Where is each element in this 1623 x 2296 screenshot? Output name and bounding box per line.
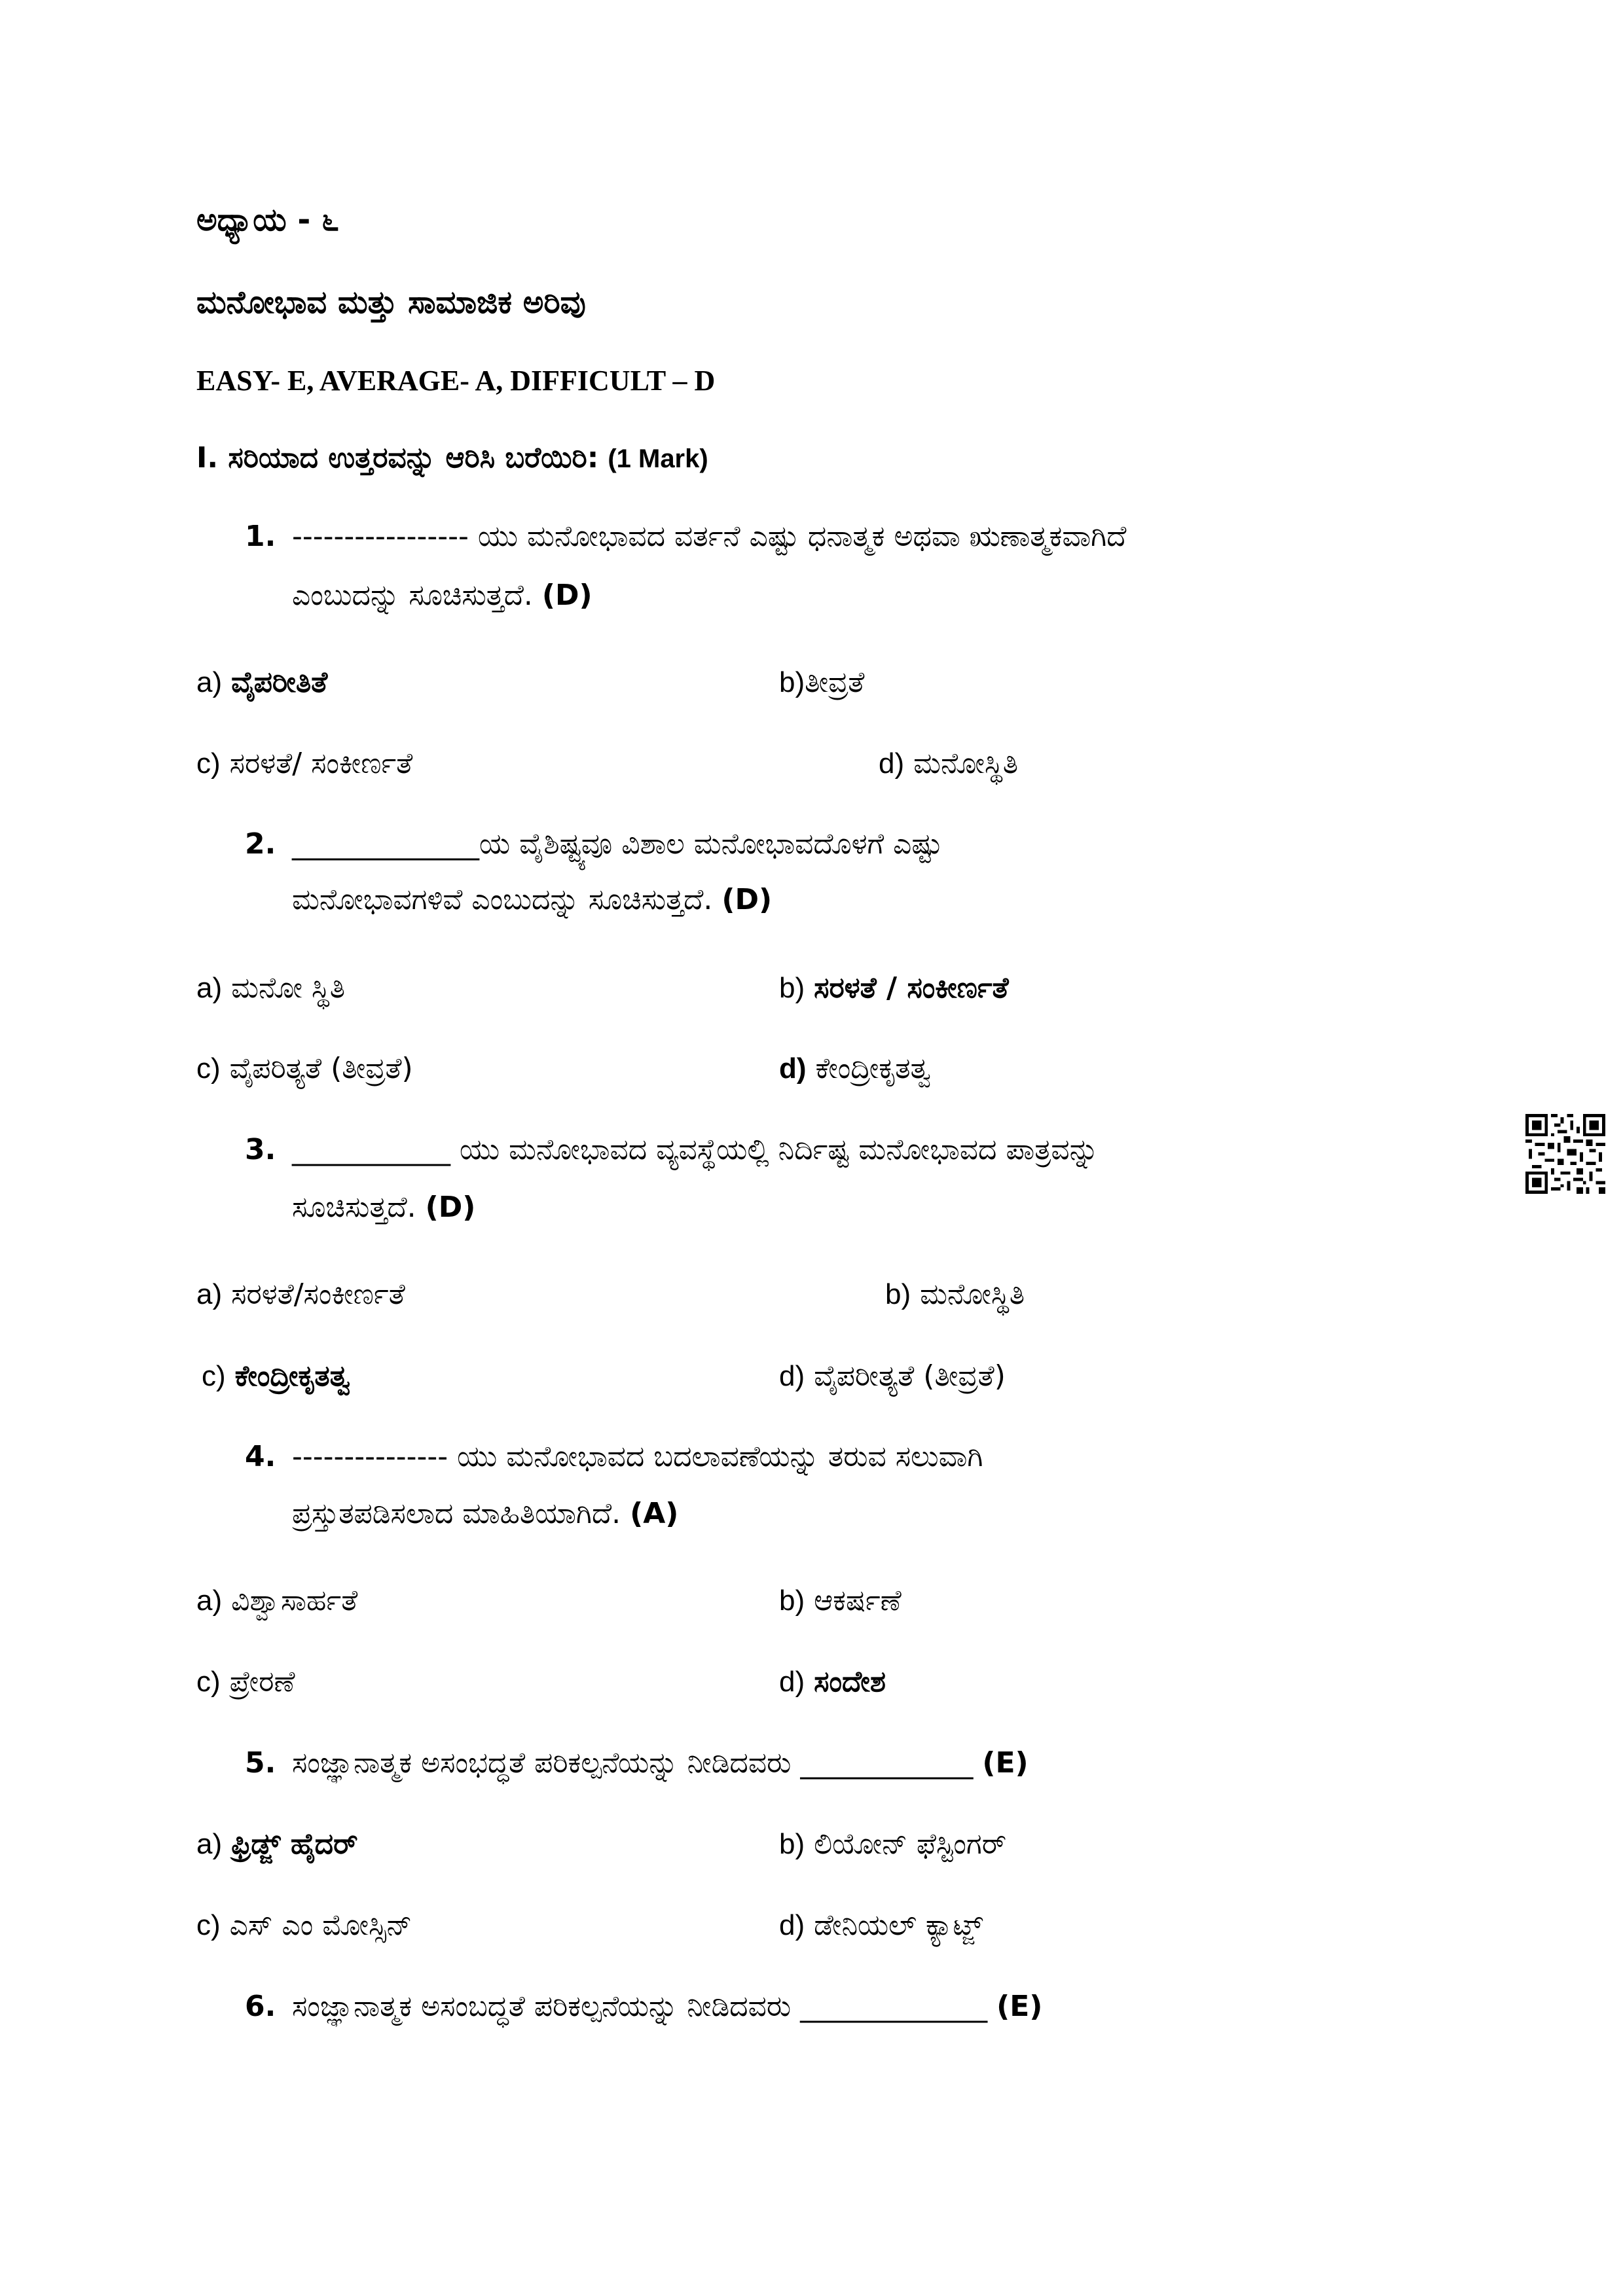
- difficulty-level: (D): [721, 883, 773, 916]
- page-title: ಮನೋಭಾವ ಮತ್ತು ಸಾಮಾಜಿಕ ಅರಿವು: [196, 284, 586, 321]
- option-label: d): [879, 747, 905, 780]
- question-number: 1.: [245, 520, 276, 553]
- option-text: ಕೇಂದ್ರೀಕೃತತ್ವ: [815, 1052, 931, 1085]
- question-4: [245, 1437, 983, 1477]
- question-text: ಎಂಬುದನ್ನು ಸೂಚಿಸುತ್ತದೆ.: [292, 579, 533, 612]
- option-label: b): [779, 1585, 805, 1617]
- difficulty-level: (A): [630, 1497, 679, 1530]
- option-label: b): [885, 1278, 911, 1310]
- option-b: [779, 969, 1009, 1008]
- section-instruction: I. ಸರಿಯಾದ ಉತ್ತರವನ್ನು ಆರಿಸಿ ಬರೆಯಿರಿ:: [196, 441, 599, 475]
- option-label: c): [196, 1052, 221, 1085]
- option-text: ವಿಶ್ವಾಸಾರ್ಹತೆ: [231, 1584, 358, 1617]
- option-label: c): [196, 1909, 221, 1941]
- section-heading: [196, 439, 708, 478]
- question-number: 3.: [245, 1133, 276, 1166]
- difficulty-level: (D): [541, 579, 593, 612]
- option-label: d): [779, 1360, 805, 1392]
- option-c: [202, 1357, 350, 1396]
- question-text: ಸೂಚಿಸುತ್ತದೆ.: [292, 1191, 416, 1224]
- question-2-line-2: [292, 880, 772, 920]
- question-number: 4.: [245, 1440, 276, 1473]
- question-text: ಸಂಜ್ಞಾನಾತ್ಮಕ ಅಸಂಬದ್ಧತೆ ಪರಿಕಲ್ಪನೆಯನ್ನು ನೀಡಿದವರು _____________: [292, 1990, 988, 2023]
- qr-code-icon: [1525, 1114, 1605, 1194]
- option-label: a): [196, 666, 223, 698]
- option-label: c): [202, 1360, 226, 1392]
- option-text: ಲಿಯೋನ್ ಫೆಸ್ಟಿಂಗರ್: [814, 1827, 1007, 1861]
- option-text: ವೈಪರಿತ್ಯತೆ (ತೀವ್ರತೆ): [229, 1052, 413, 1085]
- question-6: [245, 1987, 1042, 2026]
- option-a: [196, 1275, 405, 1314]
- question-text: ಮನೋಭಾವಗಳಿವೆ ಎಂಬುದನ್ನು ಸೂಚಿಸುತ್ತದೆ.: [292, 883, 713, 916]
- question-4-line-2: [292, 1494, 678, 1534]
- option-text: ಕೇಂದ್ರೀಕೃತತ್ವ: [234, 1359, 350, 1393]
- option-c: [196, 744, 412, 783]
- option-label: c): [196, 1666, 221, 1698]
- option-c: [196, 1049, 413, 1088]
- option-text: ಎಸ್ ಎಂ ಮೋಸ್ಸಿನ್: [229, 1909, 412, 1942]
- option-a: [196, 1825, 358, 1864]
- option-label: a): [196, 1828, 223, 1860]
- option-text: ತೀವ್ರತೆ: [805, 666, 865, 699]
- option-text: ಮನೋಸ್ಥಿತಿ: [913, 747, 1019, 780]
- difficulty-level: (E): [982, 1746, 1029, 1780]
- option-text: ಡೇನಿಯಲ್ ಕ್ಯಾಟ್ಜ್: [814, 1909, 983, 1942]
- difficulty-level: (D): [425, 1191, 476, 1224]
- option-label: a): [196, 1278, 223, 1310]
- option-b: [779, 1825, 1006, 1864]
- option-text: ವೈಪರೀತ್ಯತೆ (ತೀವ್ರತೆ): [814, 1359, 1006, 1393]
- option-label: c): [196, 747, 221, 780]
- option-label: d): [779, 1909, 805, 1941]
- option-a: [196, 969, 345, 1008]
- option-text: ಫ್ರಿಡ್ಜ್ ಹೈದರ್: [231, 1827, 358, 1861]
- section-marks: (1 Mark): [608, 444, 708, 473]
- option-text: ಸರಳತೆ / ಸಂಕೀರ್ಣತೆ: [814, 971, 1009, 1005]
- question-1-line-2: [292, 576, 593, 615]
- difficulty-legend: EASY- E, AVERAGE- A, DIFFICULT – D: [196, 365, 716, 397]
- question-text: ಪ್ರಸ್ತುತಪಡಿಸಲಾದ ಮಾಹಿತಿಯಾಗಿದೆ.: [292, 1497, 621, 1530]
- question-1: [245, 517, 1126, 556]
- option-c: [196, 1662, 295, 1702]
- difficulty-level: (E): [996, 1990, 1043, 2023]
- question-number: 5.: [245, 1746, 276, 1780]
- option-b: [779, 1581, 902, 1621]
- option-d: [879, 744, 1018, 783]
- option-d: [779, 1357, 1006, 1396]
- chapter-heading: ಅಧ್ಯಾಯ - ೬: [196, 202, 339, 238]
- option-text: ಪ್ರೇರಣೆ: [229, 1665, 295, 1698]
- question-5: [245, 1744, 1029, 1783]
- option-b: [779, 663, 864, 702]
- option-text: ಮನೋಸ್ಥಿತಿ: [920, 1278, 1025, 1311]
- option-text: ಸಂದೇಶ: [814, 1665, 886, 1698]
- option-label: a): [196, 1585, 223, 1617]
- option-text: ವೈಪರೀತಿತೆ: [231, 666, 328, 699]
- option-text: ಮನೋ ಸ್ಥಿತಿ: [231, 971, 346, 1005]
- question-text: --------------- ಯು ಮನೋಭಾವದ ಬದಲಾವಣೆಯನ್ನು ತರುವ ಸಲುವಾಗಿ: [292, 1440, 983, 1473]
- option-label: d): [779, 1666, 805, 1698]
- question-text: ___________ ಯು ಮನೋಭಾವದ ವ್ಯವಸ್ಥೆಯಲ್ಲಿ ನಿರ್ದಿಷ್ಟ ಮನೋಭಾವದ ಪಾತ್ರವನ್ನು: [292, 1133, 1099, 1166]
- option-a: [196, 1581, 357, 1621]
- option-label: a): [196, 972, 223, 1004]
- question-3: [245, 1130, 1099, 1170]
- option-label: b): [779, 1828, 805, 1860]
- question-text: ----------------- ಯು ಮನೋಭಾವದ ವರ್ತನೆ ಎಷ್ಟು ಧನಾತ್ಮಕ ಅಥವಾ ಋಣಾತ್ಮಕವಾಗಿದೆ: [292, 520, 1127, 553]
- option-text: ಸರಳತೆ/ ಸಂಕೀರ್ಣತೆ: [229, 747, 413, 780]
- option-text: ಸರಳತೆ/ಸಂಕೀರ್ಣತೆ: [231, 1278, 405, 1311]
- option-text: ಆಕರ್ಷಣೆ: [814, 1584, 902, 1617]
- question-text: ಸಂಜ್ಞಾನಾತ್ಮಕ ಅಸಂಭದ್ಧತೆ ಪರಿಕಲ್ಪನೆಯನ್ನು ನೀಡಿದವರು ____________: [292, 1746, 974, 1780]
- question-2: [245, 825, 942, 864]
- question-text: _____________ಯ ವೈಶಿಷ್ಟ್ಯವೂ ವಿಶಾಲ ಮನೋಭಾವದೊಳಗೆ ಎಷ್ಟು: [292, 827, 943, 861]
- option-label: d): [779, 1052, 807, 1085]
- option-b: [885, 1275, 1025, 1314]
- option-d: [779, 1906, 983, 1945]
- option-c: [196, 1906, 412, 1945]
- question-number: 2.: [245, 827, 276, 861]
- option-d: [779, 1049, 931, 1088]
- question-3-line-2: [292, 1188, 475, 1227]
- option-label: b): [779, 972, 805, 1004]
- option-label: b): [779, 666, 805, 698]
- option-a: [196, 663, 327, 702]
- question-number: 6.: [245, 1990, 276, 2023]
- option-d: [779, 1662, 886, 1702]
